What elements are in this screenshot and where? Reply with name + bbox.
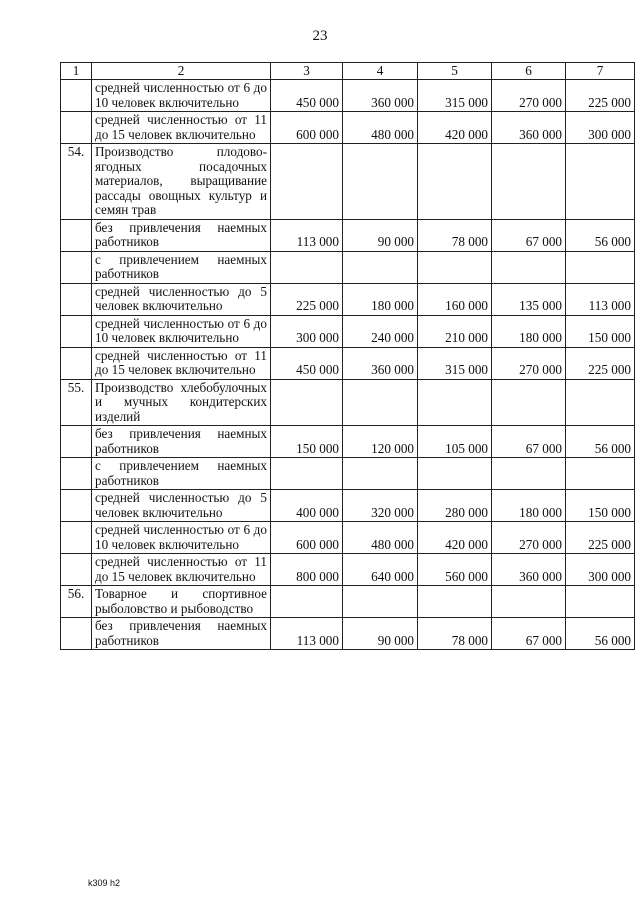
value-cell: 180 000 — [343, 283, 418, 315]
header-cell: 4 — [343, 63, 418, 80]
table-row — [61, 112, 635, 144]
value-cell — [492, 379, 566, 426]
table-row — [61, 522, 635, 554]
value-cell: 78 000 — [418, 618, 492, 650]
value-cell: 225 000 — [566, 80, 635, 112]
value-cell — [418, 251, 492, 283]
value-cell: 225 000 — [566, 522, 635, 554]
value-cell — [271, 251, 343, 283]
value-cell: 420 000 — [418, 522, 492, 554]
value-cell: 280 000 — [418, 490, 492, 522]
row-description: средней численностью от 11 до 15 человек включительно — [92, 347, 271, 379]
value-cell — [343, 144, 418, 220]
value-cell — [271, 144, 343, 220]
value-cell: 120 000 — [343, 426, 418, 458]
value-cell — [566, 379, 635, 426]
value-cell — [566, 586, 635, 618]
value-cell: 480 000 — [343, 522, 418, 554]
value-cell: 56 000 — [566, 426, 635, 458]
table-row — [61, 586, 635, 618]
header-cell: 1 — [61, 63, 92, 80]
table-row — [61, 219, 635, 251]
value-cell — [566, 144, 635, 220]
value-cell: 320 000 — [343, 490, 418, 522]
value-cell: 600 000 — [271, 522, 343, 554]
table-row — [61, 80, 635, 112]
value-cell: 78 000 — [418, 219, 492, 251]
value-cell: 225 000 — [271, 283, 343, 315]
footer-code: k309 h2 — [88, 878, 121, 888]
value-cell: 300 000 — [566, 554, 635, 586]
value-cell — [492, 458, 566, 490]
table-row — [61, 554, 635, 586]
value-cell: 480 000 — [343, 112, 418, 144]
value-cell: 135 000 — [492, 283, 566, 315]
row-description: средней численностью от 6 до 10 человек включительно — [92, 522, 271, 554]
table-row — [61, 315, 635, 347]
value-cell: 315 000 — [418, 80, 492, 112]
value-cell: 360 000 — [492, 112, 566, 144]
row-description: Производство хлебобулочных и мучных кондитерских изделий — [92, 379, 271, 426]
table-row — [61, 426, 635, 458]
value-cell: 270 000 — [492, 522, 566, 554]
row-number — [61, 522, 92, 554]
table-row — [61, 144, 635, 220]
value-cell — [271, 379, 343, 426]
value-cell — [418, 379, 492, 426]
value-cell: 560 000 — [418, 554, 492, 586]
value-cell: 67 000 — [492, 426, 566, 458]
row-number — [61, 251, 92, 283]
value-cell: 56 000 — [566, 219, 635, 251]
tariff-table — [60, 62, 635, 650]
value-cell: 67 000 — [492, 618, 566, 650]
value-cell: 600 000 — [271, 112, 343, 144]
row-number — [61, 618, 92, 650]
header-cell: 7 — [566, 63, 635, 80]
value-cell: 160 000 — [418, 283, 492, 315]
table-row — [61, 618, 635, 650]
value-cell: 360 000 — [343, 80, 418, 112]
header-cell: 2 — [92, 63, 271, 80]
value-cell — [492, 144, 566, 220]
value-cell: 360 000 — [492, 554, 566, 586]
table-row — [61, 379, 635, 426]
header-cell: 5 — [418, 63, 492, 80]
row-number — [61, 219, 92, 251]
value-cell: 270 000 — [492, 80, 566, 112]
value-cell: 56 000 — [566, 618, 635, 650]
value-cell: 640 000 — [343, 554, 418, 586]
value-cell — [271, 458, 343, 490]
value-cell: 360 000 — [343, 347, 418, 379]
value-cell — [271, 586, 343, 618]
header-row — [61, 63, 635, 80]
value-cell: 105 000 — [418, 426, 492, 458]
value-cell: 240 000 — [343, 315, 418, 347]
value-cell: 150 000 — [566, 490, 635, 522]
value-cell: 180 000 — [492, 490, 566, 522]
row-number: 56. — [61, 586, 92, 618]
table-row — [61, 251, 635, 283]
table-row — [61, 490, 635, 522]
header-cell: 6 — [492, 63, 566, 80]
row-description: без привлечения наемных работников — [92, 219, 271, 251]
row-number — [61, 554, 92, 586]
value-cell — [566, 458, 635, 490]
row-number — [61, 112, 92, 144]
value-cell: 113 000 — [566, 283, 635, 315]
value-cell: 113 000 — [271, 618, 343, 650]
row-number — [61, 315, 92, 347]
value-cell: 180 000 — [492, 315, 566, 347]
value-cell — [343, 458, 418, 490]
value-cell: 300 000 — [566, 112, 635, 144]
value-cell: 270 000 — [492, 347, 566, 379]
value-cell: 90 000 — [343, 618, 418, 650]
row-description: Производство плодово-ягодных посадочных материалов, выращивание рассады овощных культур и семян трав — [92, 144, 271, 220]
value-cell — [418, 586, 492, 618]
value-cell: 90 000 — [343, 219, 418, 251]
value-cell — [566, 251, 635, 283]
value-cell: 800 000 — [271, 554, 343, 586]
value-cell: 450 000 — [271, 80, 343, 112]
value-cell: 67 000 — [492, 219, 566, 251]
row-number — [61, 283, 92, 315]
row-description: средней численностью до 5 человек включительно — [92, 490, 271, 522]
value-cell — [343, 379, 418, 426]
value-cell: 420 000 — [418, 112, 492, 144]
header-cell: 3 — [271, 63, 343, 80]
row-number: 54. — [61, 144, 92, 220]
value-cell: 400 000 — [271, 490, 343, 522]
row-number: 55. — [61, 379, 92, 426]
value-cell: 210 000 — [418, 315, 492, 347]
value-cell: 150 000 — [271, 426, 343, 458]
row-description: средней численностью от 11 до 15 человек включительно — [92, 554, 271, 586]
row-description: Товарное и спортивное рыболовство и рыбоводство — [92, 586, 271, 618]
row-number — [61, 426, 92, 458]
value-cell — [492, 251, 566, 283]
value-cell: 225 000 — [566, 347, 635, 379]
table-row — [61, 283, 635, 315]
value-cell: 113 000 — [271, 219, 343, 251]
row-description: с привлечением наемных работников — [92, 458, 271, 490]
value-cell — [418, 458, 492, 490]
row-number — [61, 458, 92, 490]
row-description: с привлечением наемных работников — [92, 251, 271, 283]
row-description: без привлечения наемных работников — [92, 618, 271, 650]
row-number — [61, 490, 92, 522]
row-number — [61, 80, 92, 112]
row-description: средней численностью от 11 до 15 человек включительно — [92, 112, 271, 144]
value-cell — [343, 586, 418, 618]
row-description: средней численностью до 5 человек включительно — [92, 283, 271, 315]
table-row — [61, 347, 635, 379]
value-cell — [418, 144, 492, 220]
table-row — [61, 458, 635, 490]
page-number: 23 — [312, 28, 328, 44]
value-cell: 300 000 — [271, 315, 343, 347]
value-cell: 315 000 — [418, 347, 492, 379]
value-cell: 450 000 — [271, 347, 343, 379]
value-cell — [492, 586, 566, 618]
row-description: средней численностью от 6 до 10 человек включительно — [92, 315, 271, 347]
row-description: средней численностью от 6 до 10 человек включительно — [92, 80, 271, 112]
row-number — [61, 347, 92, 379]
row-description: без привлечения наемных работников — [92, 426, 271, 458]
value-cell — [343, 251, 418, 283]
value-cell: 150 000 — [566, 315, 635, 347]
